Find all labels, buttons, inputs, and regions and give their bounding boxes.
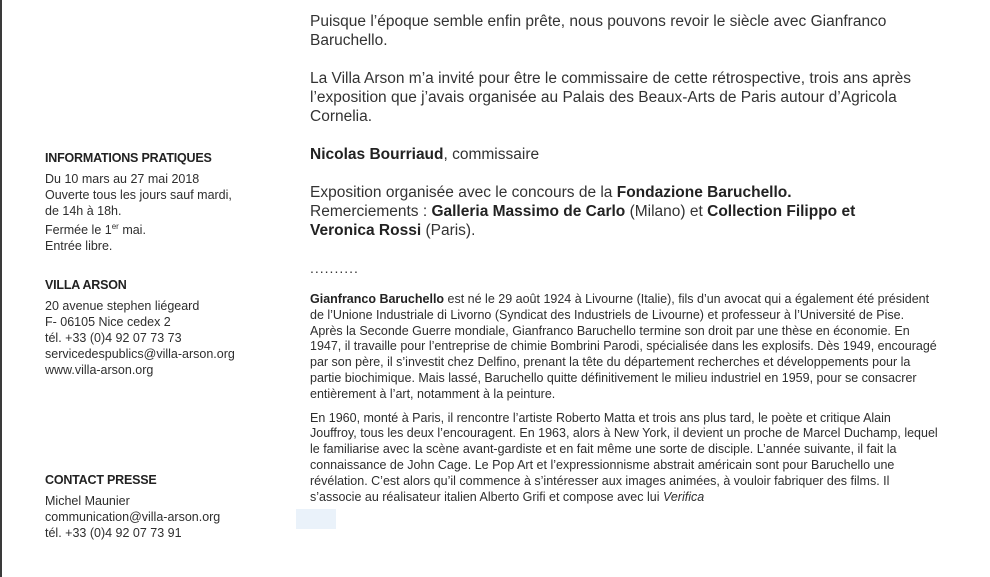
villa-email[interactable]: servicedespublics@villa-arson.org xyxy=(45,347,235,361)
biography-section xyxy=(310,292,938,505)
info-entry: Entrée libre. xyxy=(45,239,113,254)
villa-website[interactable]: www.villa-arson.org xyxy=(45,363,154,377)
info-heading: INFORMATIONS PRATIQUES xyxy=(45,151,212,165)
press-phone: tél. +33 (0)4 92 07 73 91 xyxy=(45,526,182,540)
credits-line-2-prefix: Remerciements : xyxy=(310,203,432,220)
intro-paragraph-1: Puisque l’époque semble enfin prête, nous pouvons revoir le siècle avec Gianfranco Baruchello. xyxy=(310,13,887,49)
press-heading: CONTACT PRESSE xyxy=(45,473,157,487)
bio-artist-name: Gianfranco Baruchello xyxy=(310,292,445,306)
info-closed-sup: er xyxy=(111,222,119,231)
credits-line-2 xyxy=(310,202,910,240)
intro-section xyxy=(310,12,950,278)
bio-verifica-title: Verifica xyxy=(662,489,705,504)
villa-heading: VILLA ARSON xyxy=(45,278,127,292)
intro-paragraph-2: La Villa Arson m’a invité pour être le commissaire de cette rétrospective, trois ans après l’exposition que j’avais organisée au Palais des Beaux-Arts de Paris autour d’Agricola Cornelia. xyxy=(310,70,912,125)
credits-collection: Collection Filippo et Veronica Rossi xyxy=(310,203,856,239)
credits-line-2-suffix: (Paris). xyxy=(421,222,476,239)
text-selection-highlight xyxy=(296,509,336,529)
bio-paragraph-1-text: est né le 29 août 1924 à Livourne (Italie), fils d’un avocat qui a également été président de l’Unione Industriale di Livorno (Syndicat des Industriels de Livourne) et professeur à l’Université de Pise. xyxy=(310,292,930,322)
info-dates: Du 10 mars au 27 mai 2018 xyxy=(45,172,200,186)
villa-street: 20 avenue stephen liégeard xyxy=(45,299,200,313)
villa-block xyxy=(45,277,285,378)
signature xyxy=(310,145,950,164)
signature-name: Nicolas Bourriaud xyxy=(310,146,444,163)
credits-line-2-mid: (Milano) et xyxy=(625,203,708,220)
signature-role: , commissaire xyxy=(443,146,540,163)
bio-paragraph-2 xyxy=(310,411,938,506)
main-content xyxy=(310,12,950,505)
bio-paragraph-2-text: En 1960, monté à Paris, il rencontre l’artiste Roberto Matta et trois ans plus tard, le poète et critique Alain Jouffroy, tous les deux l’encouragent. En 1963, alors à New York, il devient un proche de Marcel Duchamp, lequel le familiarise avec la scène avant-gardiste et en fait même une sorte de disciple. L’année suivante, il fait la connaissance de John Cage. Le Pop Art et l’expressionnisme abstrait américain sont pour Baruchello une révélation. C’est alors qu’il commence à s’intéresser aux images animées, à vouloir fabriquer des films. Il s’associe au réalisateur italien Alberto Grifi et compose avec lui xyxy=(310,410,938,504)
info-block xyxy=(45,150,285,254)
bio-paragraph-1b: Après la Seconde Guerre mondiale, Gianfranco Baruchello termine son droit par une thèse en économie. En 1947, il travaille pour l’entreprise de chimie Bombrini Parodi, spécialisée dans les explosifs. Dès 1949, encouragé par son père, il s’investit chez Delfino, prenant la tête du département recherches et développements pour la partie biochimique. Mais lassé, Baruchello quitte définitivement le milieu industriel en 1959, pour se consacrer entièrement à l’art, notamment à la peinture. xyxy=(310,323,937,401)
separator-dots: .......... xyxy=(310,260,359,276)
villa-city: F- 06105 Nice cedex 2 xyxy=(45,315,171,329)
credits-foundation: Fondazione Baruchello. xyxy=(616,184,792,201)
info-closed-suffix: mai. xyxy=(122,223,146,238)
bio-paragraph-1 xyxy=(310,292,938,324)
press-block xyxy=(45,472,285,541)
villa-phone: tél. +33 (0)4 92 07 73 73 xyxy=(45,331,182,345)
info-opening-2: de 14h à 18h. xyxy=(45,204,122,218)
page-edge-line xyxy=(0,0,2,577)
info-closed-prefix: Fermée le 1 xyxy=(45,223,112,238)
credits-gallery: Galleria Massimo de Carlo xyxy=(431,203,626,220)
credits-line-1-prefix: Exposition organisée avec le concours de la xyxy=(310,184,617,201)
press-name: Michel Maunier xyxy=(45,494,130,508)
press-email[interactable]: communication@villa-arson.org xyxy=(45,510,221,524)
info-closed xyxy=(45,219,285,238)
credits-line-1 xyxy=(310,183,950,202)
info-opening-1: Ouverte tous les jours sauf mardi, xyxy=(45,188,232,202)
